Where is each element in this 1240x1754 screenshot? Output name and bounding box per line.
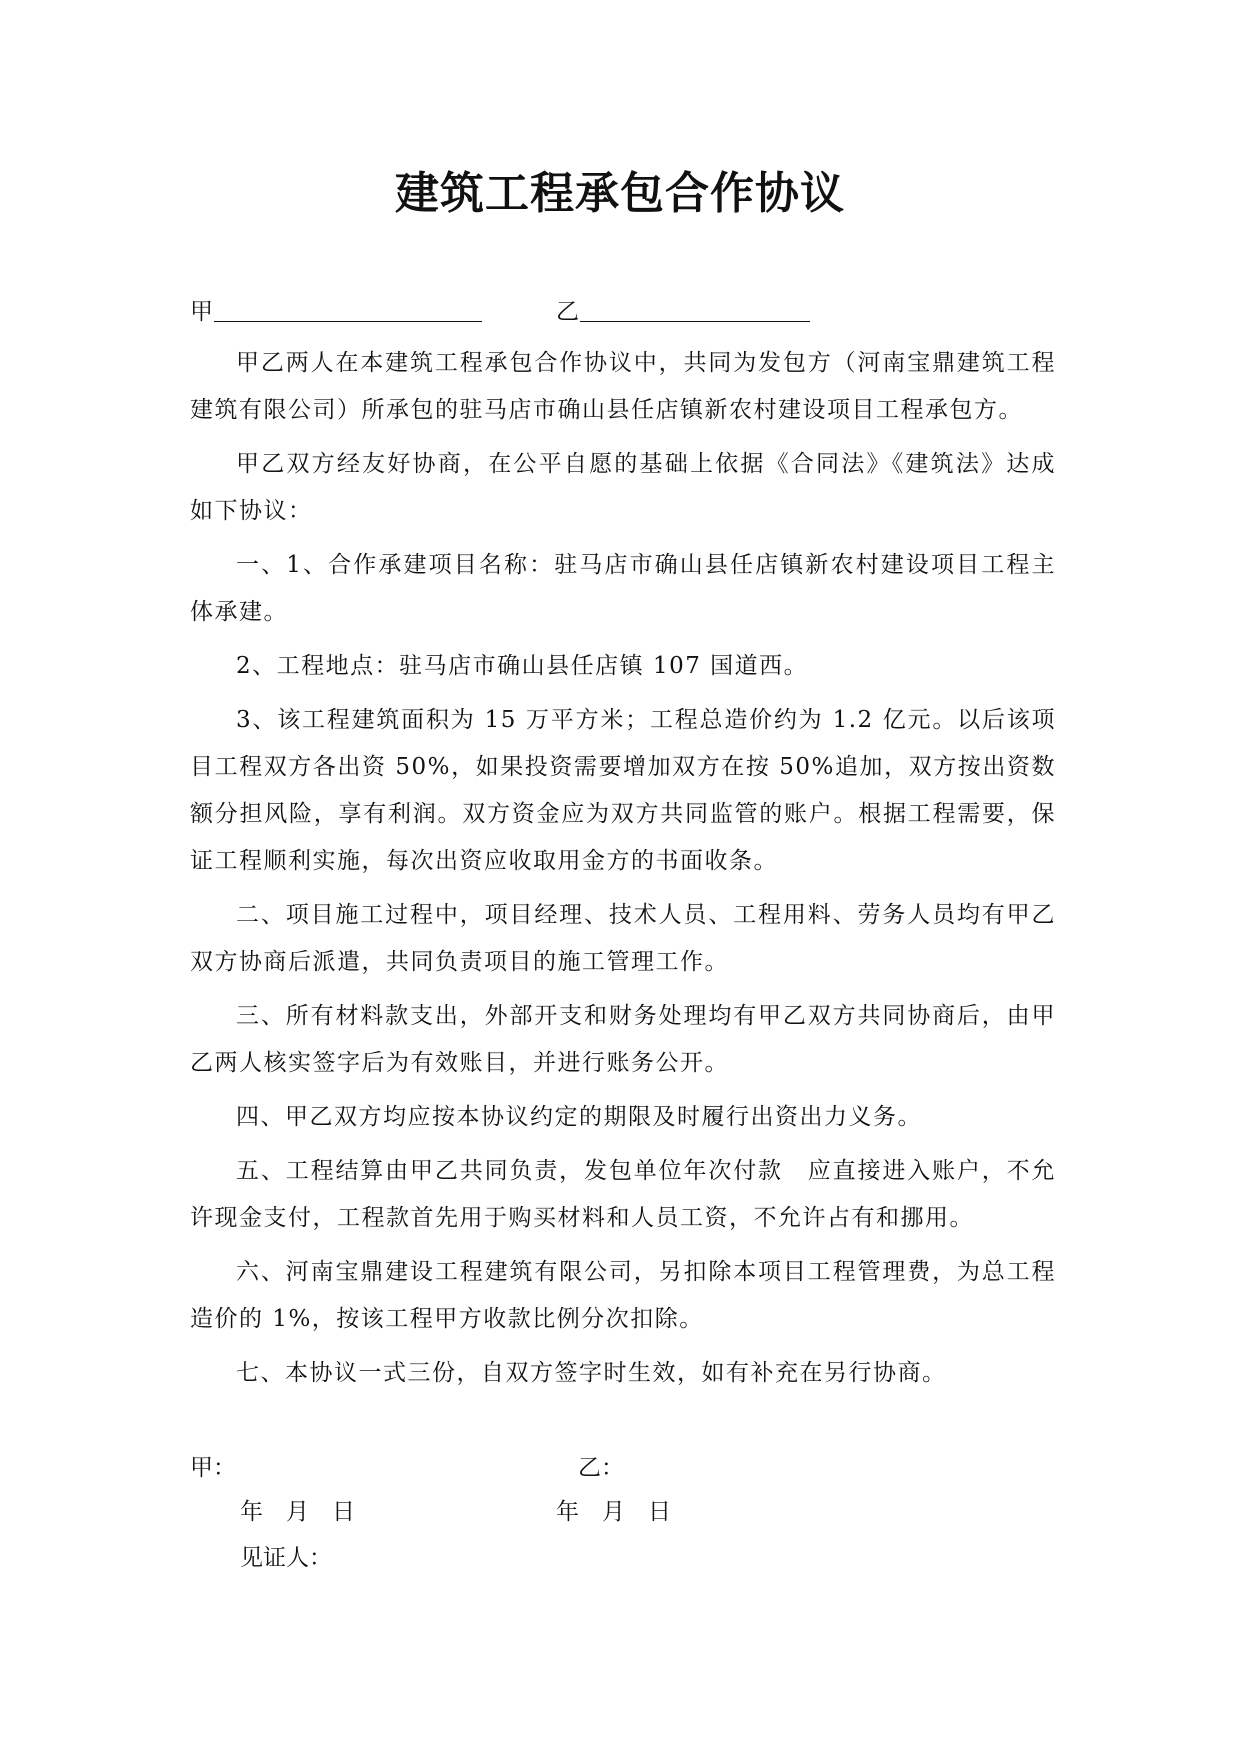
agreement-body [190, 340, 1056, 1404]
paragraph: 六、河南宝鼎建设工程建筑有限公司，另扣除本项目工程管理费，为总工程造价的 1%，按该工程甲方收款比例分次扣除。 [190, 1259, 1056, 1332]
paragraph: 3、该工程建筑面积为 15 万平方米；工程总造价约为 1.2 亿元。以后该项目工程双方各出资 50%，如果投资需要增加双方在按 50%追加，双方按出资数额分担风险，享有利润。双方资金应为双方共同监管的账户。根据工程需要，保证工程顺利实施，每次出资应收取用金方的书面收条。 [190, 707, 1056, 874]
document-title: 建筑工程承包合作协议 [395, 168, 845, 219]
witness-label: 见证人： [240, 1545, 332, 1571]
party-a-signature: 甲： [190, 1455, 236, 1481]
paragraph: 2、工程地点：驻马店市确山县任店镇 107 国道西。 [236, 653, 809, 679]
party-b-signature: 乙： [578, 1455, 624, 1481]
party-a-label: 甲 [190, 299, 213, 325]
paragraph: 甲乙两人在本建筑工程承包合作协议中，共同为发包方（河南宝鼎建筑工程建筑有限公司）所承包的驻马店市确山县任店镇新农村建设项目工程承包方。 [190, 350, 1056, 423]
paragraph: 甲乙双方经友好协商，在公平自愿的基础上依据《合同法》《建筑法》达成如下协议： [190, 451, 1056, 524]
paragraph: 七、本协议一式三份，自双方签字时生效，如有补充在另行协商。 [236, 1360, 947, 1386]
paragraph: 五、工程结算由甲乙共同负责，发包单位年次付款 应直接进入账户，不允许现金支付，工程款首先用于购买材料和人员工资，不允许占有和挪用。 [190, 1158, 1056, 1231]
party-a-date: 年 月 日 [240, 1499, 355, 1525]
party-b-label: 乙 [556, 299, 579, 325]
paragraph: 三、所有材料款支出，外部开支和财务处理均有甲乙双方共同协商后，由甲乙两人核实签字后为有效账目，并进行账务公开。 [190, 1003, 1056, 1076]
party-a-blank-line [214, 321, 482, 322]
paragraph: 一、1、合作承建项目名称：驻马店市确山县任店镇新农村建设项目工程主体承建。 [190, 552, 1056, 625]
party-b-blank-line [580, 321, 810, 322]
paragraph: 二、项目施工过程中，项目经理、技术人员、工程用料、劳务人员均有甲乙双方协商后派遣，共同负责项目的施工管理工作。 [190, 902, 1056, 975]
party-b-date: 年 月 日 [556, 1499, 671, 1525]
paragraph: 四、甲乙双方均应按本协议约定的期限及时履行出资出力义务。 [236, 1104, 922, 1130]
party-header [190, 292, 1050, 332]
